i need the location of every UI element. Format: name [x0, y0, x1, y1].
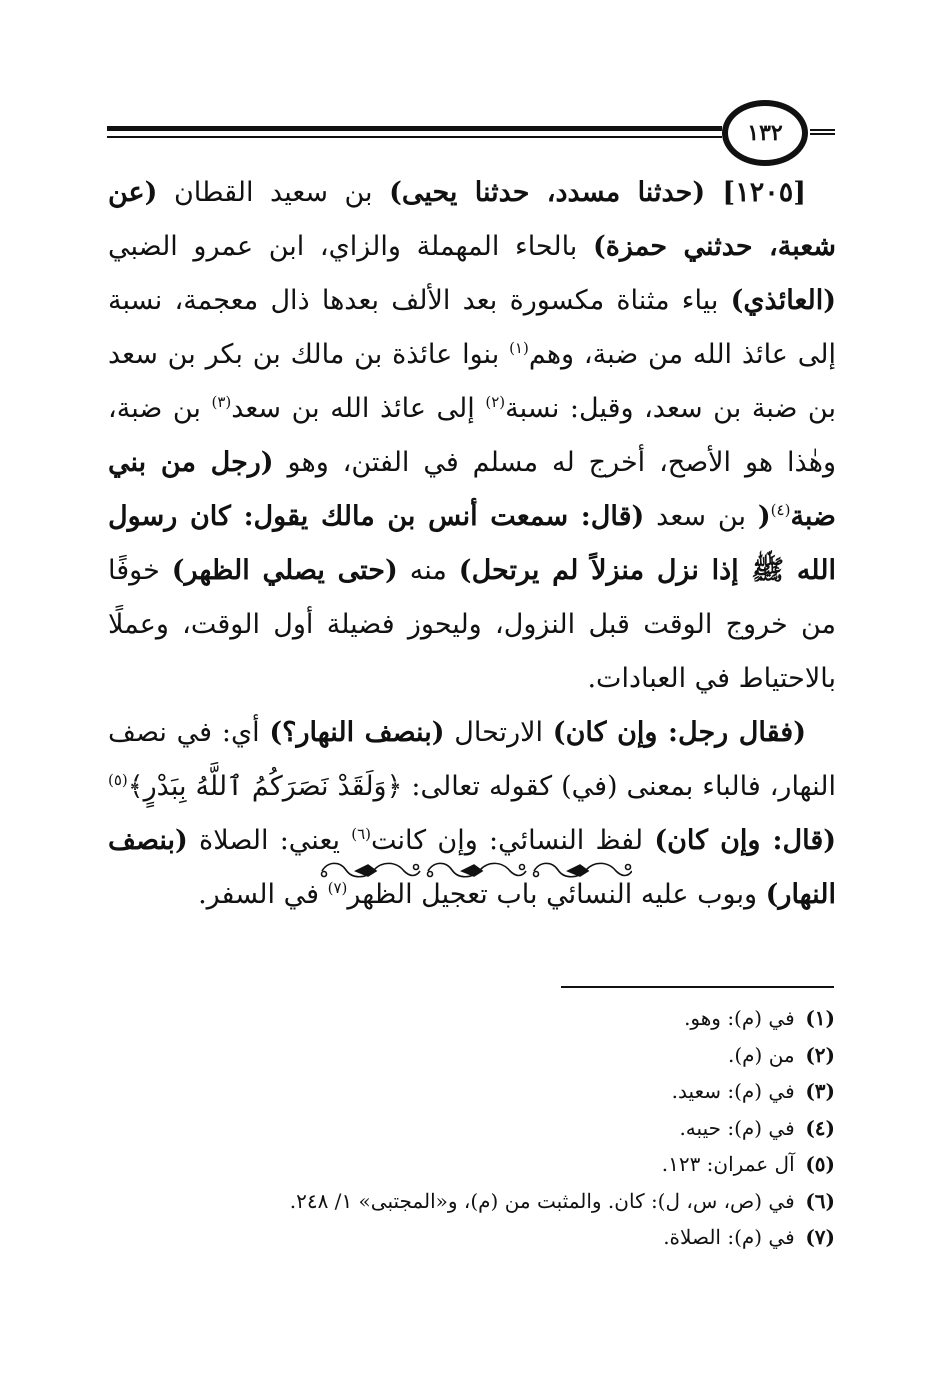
footnote: [150, 1146, 835, 1183]
hadith-text: (فقال رجل: وإن كان): [552, 717, 806, 748]
hadith-text: (العائذي): [730, 285, 836, 316]
footnote-marker: (٥): [108, 771, 128, 789]
footnote-marker: (٦): [351, 825, 372, 843]
hadith-text: (: [757, 501, 771, 532]
paragraph-2: [108, 706, 836, 922]
hadith-text: (قال: سمعت أنس بن مالك يقول: كان رسول الله ﷺ إذا نزل منزلاً لم يرتحل): [108, 501, 836, 586]
ornament-motif: [428, 863, 527, 876]
footnote-text: في (م): سعيد.: [671, 1079, 795, 1103]
commentary-text: منه: [397, 555, 459, 586]
footnote: [150, 1183, 835, 1220]
footnote-text: آل عمران: ١٢٣.: [661, 1152, 795, 1176]
page-number: ١٣٢: [722, 100, 808, 166]
commentary-text: أي: في نصف النهار، فالباء بمعنى (في) كقوله تعالى: ﴿وَلَقَدْ نَصَرَكُمُ ٱللَّهُ بِبَدْرٍ﴾: [108, 717, 836, 802]
commentary-text: بنوا عائذة بن مالك بن بكر بن سعد بن ضبة بن سعد، وقيل: نسبة: [108, 339, 836, 424]
footnote-number: (٦): [805, 1188, 835, 1213]
footnote-marker: (١): [509, 339, 529, 357]
footnote: [150, 1073, 835, 1110]
footnote-number: (٧): [805, 1225, 835, 1249]
commentary-text: وبوب عليه النسائي باب تعجيل الظهر: [347, 879, 766, 910]
commentary-text: الارتحال: [444, 717, 553, 748]
footnote: [150, 1110, 835, 1147]
hadith-text: [١٢٠٥] (حدثنا مسدد، حدثنا يحيى): [389, 177, 806, 208]
paragraph-1: [108, 166, 836, 706]
footnote-separator: [561, 986, 834, 988]
header-rule-thin: [107, 136, 722, 138]
commentary-text: في السفر.: [198, 879, 328, 910]
footnote-marker: (٢): [485, 393, 506, 411]
hadith-text: (بنصف النهار): [108, 825, 836, 910]
footnote-text: في (م): حيبه.: [679, 1115, 795, 1140]
footnote-text: في (ص، س، ل): كان. والمثبت من (م)، و«المجتبى» ١/ ٢٤٨.: [289, 1188, 795, 1213]
footnote-number: (٢): [805, 1042, 835, 1067]
footnote-number: (٤): [805, 1115, 835, 1140]
ornament-motif: [322, 863, 421, 876]
commentary-text: بن سعيد القطان: [157, 177, 390, 208]
commentary-text: يعني: الصلاة: [187, 825, 352, 856]
footnote-text: في (م): الصلاة.: [663, 1225, 795, 1249]
header-rule-right: [810, 129, 835, 135]
footnote-text: في (م): وهو.: [684, 1006, 795, 1030]
ornament-motif: [534, 863, 633, 876]
commentary-text: بالحاء المهملة والزاي، ابن عمرو الضبي: [108, 231, 593, 262]
footnote: [150, 1000, 835, 1037]
footnote: [150, 1037, 835, 1074]
footnote-marker: (٧): [327, 879, 348, 897]
footnote-marker: (٣): [211, 393, 232, 411]
hadith-text: (قال: وإن كان): [654, 825, 837, 856]
commentary-text: لفظ النسائي: وإن كانت: [371, 825, 655, 856]
main-text: [108, 166, 836, 922]
footnote-number: (١): [805, 1006, 835, 1030]
footnotes: [150, 1000, 835, 1256]
commentary-text: بن ضبة، وهٰذا هو الأصح، أخرج له مسلم في الفتن، وهو: [108, 393, 836, 478]
commentary-text: إلى عائذ الله بن سعد: [231, 393, 486, 424]
commentary-text: خوفًا من خروج الوقت قبل النزول، وليحوز فضيلة أول الوقت، وعملًا بالاحتياط في العبادات.: [108, 555, 836, 694]
commentary-text: بياء مثناة مكسورة بعد الألف بعدها ذال معجمة، نسبة إلى عائذ الله من ضبة، وهم: [108, 285, 836, 370]
hadith-text: (بنصف النهار؟): [269, 717, 445, 748]
ornament-divider: [316, 857, 632, 883]
footnote-marker: (٤): [770, 501, 791, 519]
header-rule-thick: [107, 126, 722, 131]
commentary-text: بن سعد: [644, 501, 758, 532]
footnote: [150, 1219, 835, 1256]
hadith-text: (حتى يصلي الظهر): [171, 555, 398, 586]
footnote-text: من (م).: [728, 1042, 795, 1067]
hadith-text: (رجل من بني ضبة: [108, 447, 836, 532]
footnote-number: (٥): [805, 1152, 835, 1176]
footnote-number: (٣): [805, 1079, 835, 1103]
hadith-text: (عن شعبة، حدثني حمزة): [108, 177, 837, 262]
